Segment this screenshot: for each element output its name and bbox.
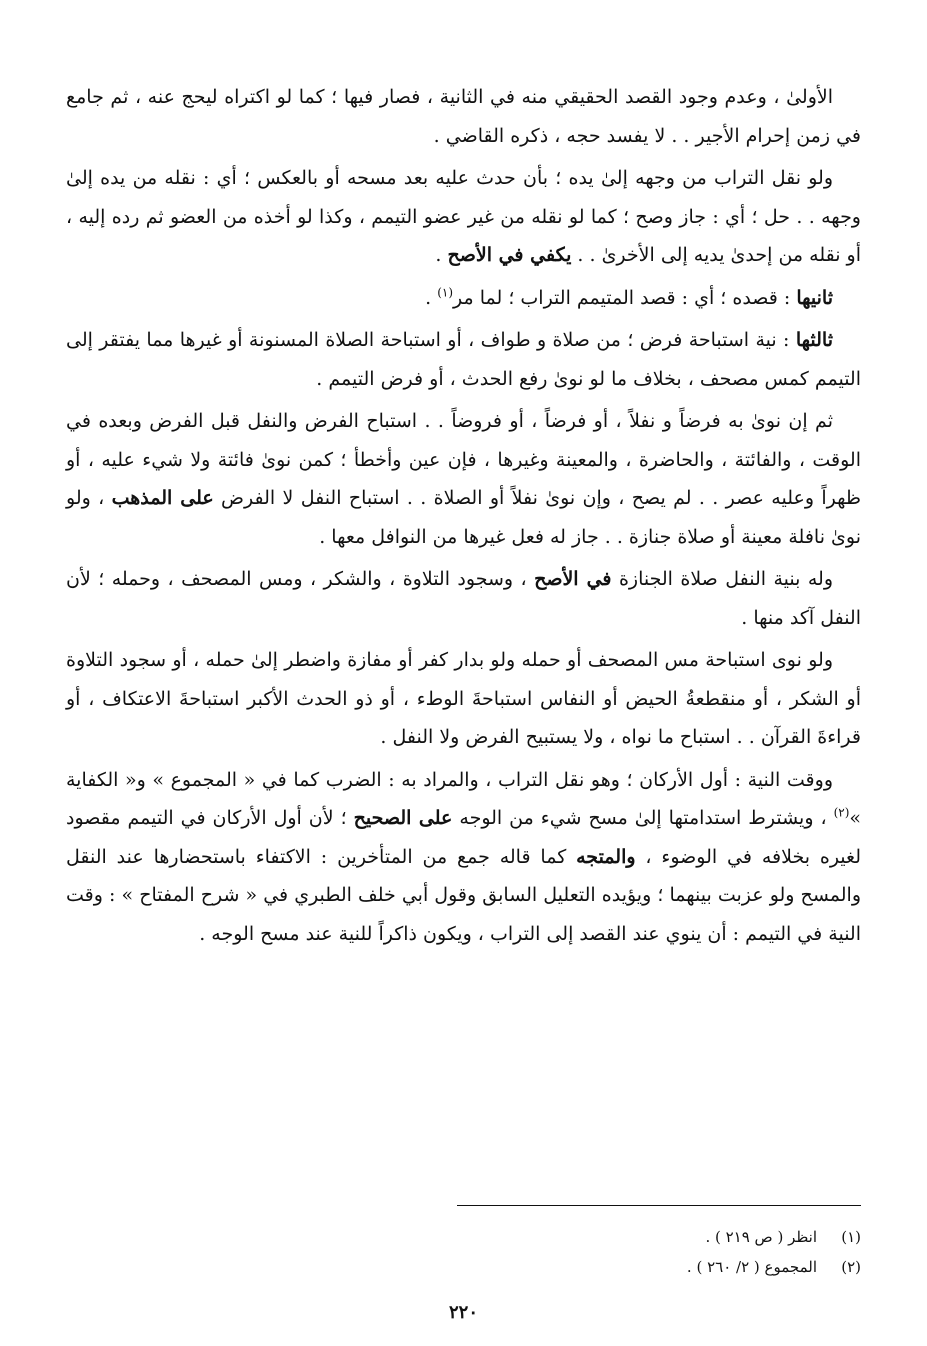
paragraph-3-text: : قصده ؛ أي : قصد المتيمم التراب ؛ لما مر xyxy=(453,286,797,309)
paragraph-4-text: : نية استباحة فرض ؛ من صلاة و طواف ، أو استباحة الصلاة المسنونة أو غيرها مما يفتقر إلى التيمم كمس مصحف ، بخلاف ما لو نوىٰ رفع الحدث ، أو فرض التيمم . xyxy=(66,329,861,390)
paragraph-5-ruling: على المذهب xyxy=(111,487,214,509)
footnote-2-number: (٢) xyxy=(841,1258,861,1276)
paragraph-6-text: وله بنية النفل صلاة الجنازة xyxy=(618,568,834,590)
footnote-2 xyxy=(66,1252,861,1282)
paragraph-6 xyxy=(66,560,861,637)
footnote-2-text: المجموع ( ٢/ ٢٦٠ ) . xyxy=(686,1258,817,1276)
paragraph-8 xyxy=(66,761,861,954)
footnote-ref-2: (٢) xyxy=(833,805,850,820)
footnote-1 xyxy=(66,1222,861,1252)
paragraph-5 xyxy=(66,402,861,556)
paragraph-7-text: ولو نوى استباحة مس المصحف أو حمله ولو بدار كفر أو مفازة واضطر إلىٰ حمله ، أو سجود التلاوة أو الشكر ، أو منقطعةُ الحيض أو النفاس استباحةَ الوطء ، أو ذو الحدث الأكبر استباحةَ الاعتكاف ، أو قراءةَ القرآن . . استباح ما نواه ، ولا يستبيح الفرض ولا النفل . xyxy=(66,649,861,748)
paragraph-2-text: ولو نقل التراب من وجهه إلىٰ يده ؛ بأن حدث عليه بعد مسحه أو بالعكس ؛ أي : نقله من يده إلىٰ وجهه . . حل ؛ أي : جاز وصح ؛ كما لو نقله من غير عضو التيمم ، وكذا لو أخذه من العضو ثم رده إليه ، أو نقله من إحدىٰ يديه إلى الأخرىٰ . . xyxy=(66,167,861,266)
paragraph-8-text: ووقت النية : أول الأركان ؛ وهو نقل التراب ، والمراد به : الضرب كما في « المجموع » و« الكفاية » xyxy=(66,768,862,829)
footnote-1-text: انظر ( ص ٢١٩ ) . xyxy=(705,1228,817,1246)
paragraph-8-ruling-2: والمتجه xyxy=(576,845,636,868)
paragraph-7 xyxy=(66,641,861,757)
paragraph-5-text: ثم إن نوىٰ به فرضاً و نفلاً ، أو فرضاً ، أو فروضاً . . استباح الفرض والنفل قبل الفرض وبعده في الوقت ، والفائتة ، والحاضرة ، والمعينة وغيرها ، فإن عين وأخطأ ؛ كمن نوىٰ فائتة ولا شيء عليه ، أو ظهراً وعليه عصر . . لم يصح ، وإن نوىٰ نفلاً أو الصلاة . . استباح النفل لا الفرض xyxy=(66,410,862,509)
paragraph-2-ruling: يكفي في الأصح xyxy=(447,244,572,266)
footnote-1-number: (١) xyxy=(841,1228,861,1246)
paragraph-4-lead: ثالثها xyxy=(795,329,833,351)
paragraph-3-tail: . xyxy=(425,286,438,309)
paragraph-3-lead: ثانيها xyxy=(796,286,833,309)
paragraph-1 xyxy=(66,78,861,155)
paragraph-6-ruling: في الأصح xyxy=(534,568,612,590)
paragraph-4 xyxy=(66,321,861,398)
paragraph-8-tail: ، ويشترط استدامتها إلىٰ مسح شيء من الوجه xyxy=(459,807,834,829)
footnote-ref-1: (١) xyxy=(437,285,454,300)
paragraph-5-tail: ، ولو نوىٰ نافلة معينة أو صلاة جنازة . . جاز له فعل غيرها من النوافل معها . xyxy=(66,487,861,548)
main-text xyxy=(66,78,861,957)
paragraph-8-ruling: على الصحيح xyxy=(353,807,453,829)
paragraph-2-tail: . xyxy=(435,244,448,266)
paragraph-8-tail-3: كما قاله جمع من المتأخرين : الاكتفاء باستحضارها عند النقل والمسح ولو عزبت بينهما ؛ ويؤيده التعليل السابق وقول أبي خلف الطبري في « شرح المفتاح » : وقت النية في التيمم : أن ينوي عند القصد إلى التراب ، ويكون ذاكراً للنية عند مسح الوجه . xyxy=(66,845,861,945)
paragraph-6-tail: ، وسجود التلاوة ، والشكر ، ومس المصحف ، وحمله ؛ لأن النفل آكد منها . xyxy=(66,568,861,629)
footnote-divider xyxy=(457,1205,861,1206)
paragraph-2 xyxy=(66,159,861,275)
paragraph-1-text: الأولىٰ ، وعدم وجود القصد الحقيقي منه في الثانية ، فصار فيها ؛ كما لو اكتراه ليحج عنه ، ثم جامع في زمن إحرام الأجير . . لا يفسد حجه ، ذكره القاضي . xyxy=(66,86,861,147)
paragraph-3 xyxy=(66,279,861,318)
paragraph-8-tail-2: ؛ لأن أول الأركان في التيمم مقصود لغيره بخلافه في الوضوء ، xyxy=(66,807,861,868)
footnotes xyxy=(66,1222,861,1282)
page-number: ٢٢٠ xyxy=(448,1302,478,1323)
